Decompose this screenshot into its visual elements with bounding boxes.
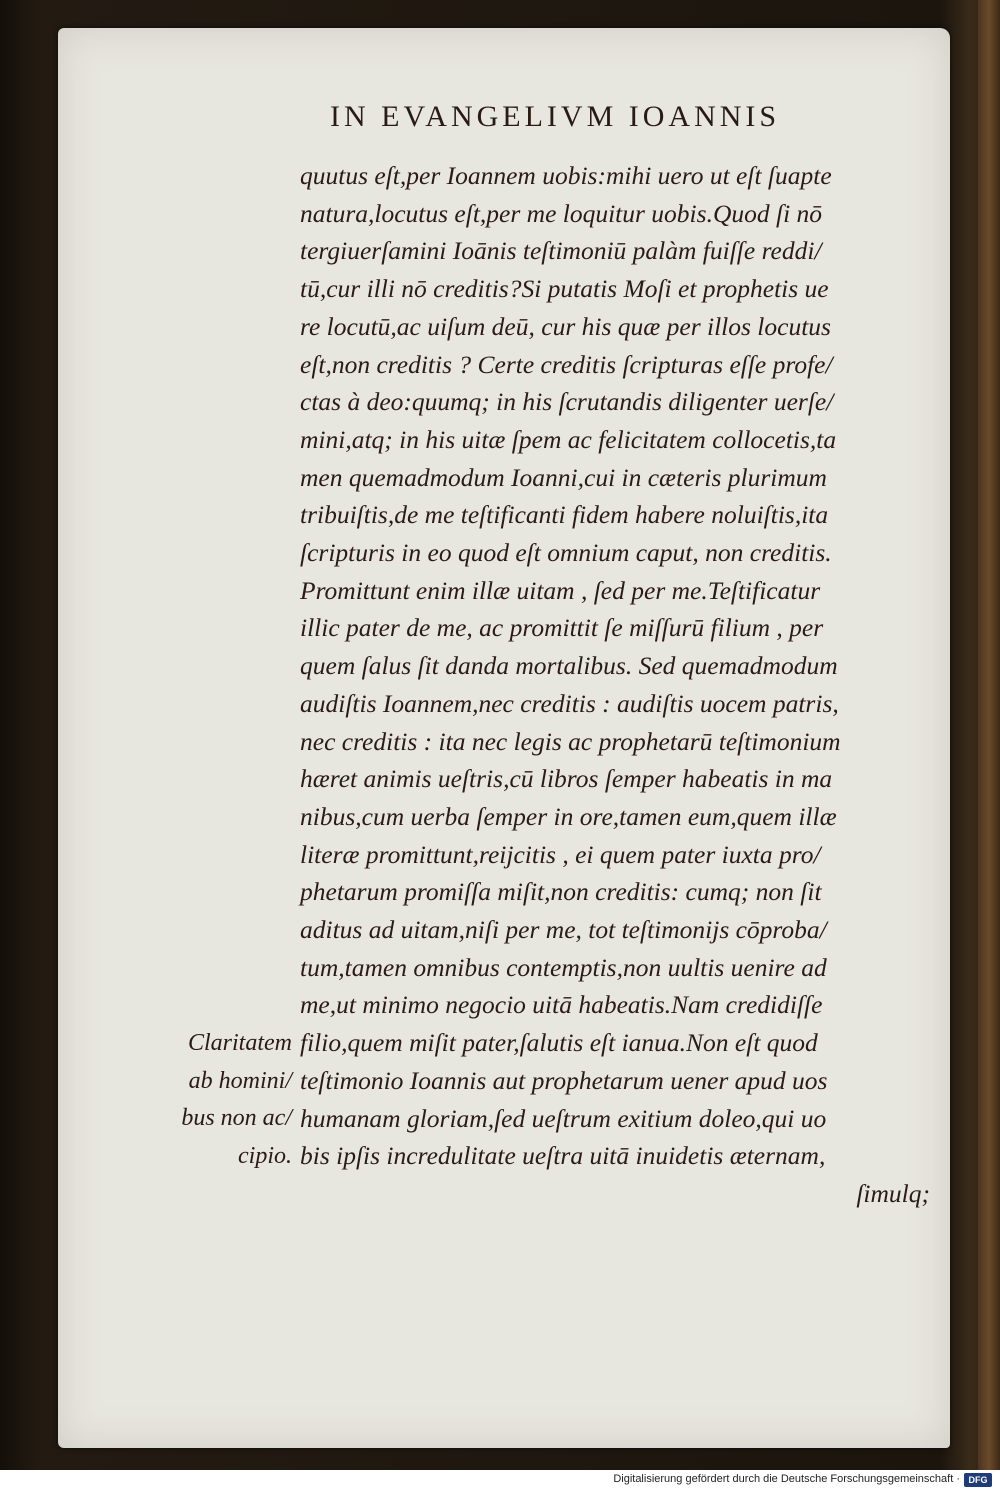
margin-note-line: Claritatem xyxy=(187,1030,292,1056)
text-line: natura,locutus eſt,per me loquitur uobis.Quod ſi nō xyxy=(300,198,823,228)
text-line: tribuiſtis,de me teſtificanti fidem habere noluiſtis,ita xyxy=(300,500,829,530)
text-line: tum,tamen omnibus contemptis,non uultis uenire ad xyxy=(300,952,827,982)
text-line: Promittunt enim illæ uitam , ſed per me.Teſtificatur xyxy=(300,575,821,605)
dfg-logo[interactable]: DFG xyxy=(964,1473,992,1487)
text-line: audiſtis Ioannem,nec creditis : audiſtis uocem patris, xyxy=(300,688,839,718)
text-line: hæret animis ueſtris,cū libros ſemper habeatis in ma xyxy=(300,764,833,794)
text-line: mini,atq; in his uitæ ſpem ac felicitatem collocetis,ta xyxy=(300,424,837,454)
text-line: quem ſalus ſit danda mortalibus. Sed quemadmodum xyxy=(300,651,838,681)
text-line: literæ promittunt,reijcitis , ei quem pater iuxta pro/ xyxy=(300,839,821,869)
text-line: ctas à deo:quumq; in his ſcrutandis diligenter uerſe/ xyxy=(300,387,834,417)
funding-credit: Digitalisierung gefördert durch die Deutsche Forschungsgemeinschaft · xyxy=(613,1473,960,1485)
book-edge xyxy=(978,0,1000,1470)
text-line: ſcripturis in eo quod eſt omnium caput, non creditis. xyxy=(300,538,832,568)
text-line: tergiuerſamini Ioānis teſtimoniū palàm fuiſſe reddi/ xyxy=(300,236,822,266)
margin-note-line: bus non ac/ xyxy=(181,1105,292,1132)
text-line: illic pater de me, ac promittit ſe miſſurū filium , per xyxy=(300,613,824,643)
text-line: nibus,cum uerba ſemper in ore,tamen eum,quem illæ xyxy=(300,801,837,831)
text-line: eſt,non creditis ? Certe creditis ſcripturas eſſe profe/ xyxy=(300,349,833,379)
catchword: ſimulq; xyxy=(856,1178,930,1208)
text-line: re locutū,ac uiſum deū, cur his quæ per illos locutus xyxy=(300,311,831,341)
text-line: men quemadmodum Ioanni,cui in cæteris plurimum xyxy=(300,462,827,492)
footer-bar xyxy=(0,1470,1000,1491)
text-line: me,ut minimo negocio uitā habeatis.Nam credidiſſe xyxy=(300,990,823,1020)
text-line: bis ipſis incredulitate ueſtra uitā inuidetis æternam, xyxy=(300,1141,826,1171)
text-line: nec creditis : ita nec legis ac prophetarū teſtimonium xyxy=(300,726,841,756)
text-line: tū,cur illi nō creditis?Si putatis Moſi et prophetis ue xyxy=(300,274,829,304)
text-line: phetarum promiſſa miſit,non creditis: cumq; non ſit xyxy=(300,877,822,907)
text-line: filio,quem miſit pater,ſalutis eſt ianua.Non eſt quod xyxy=(300,1028,818,1058)
margin-note-line: ab homini/ xyxy=(188,1067,292,1094)
text-line: quutus eſt,per Ioannem uobis:mihi uero ut eſt ſuapte xyxy=(300,161,832,190)
margin-note-line: cipio. xyxy=(238,1143,292,1170)
text-line: teſtimonio Ioannis aut prophetarum uener apud uos xyxy=(300,1065,828,1095)
text-line: humanam gloriam,ſed ueſtrum exitium doleo,qui uo xyxy=(300,1103,827,1133)
running-title: IN EVANGELIVM IOANNIS xyxy=(330,100,781,133)
margin-note xyxy=(140,1025,292,1176)
main-text xyxy=(300,157,940,1213)
text-line: aditus ad uitam,niſi per me, tot teſtimonijs cōproba/ xyxy=(300,915,827,945)
